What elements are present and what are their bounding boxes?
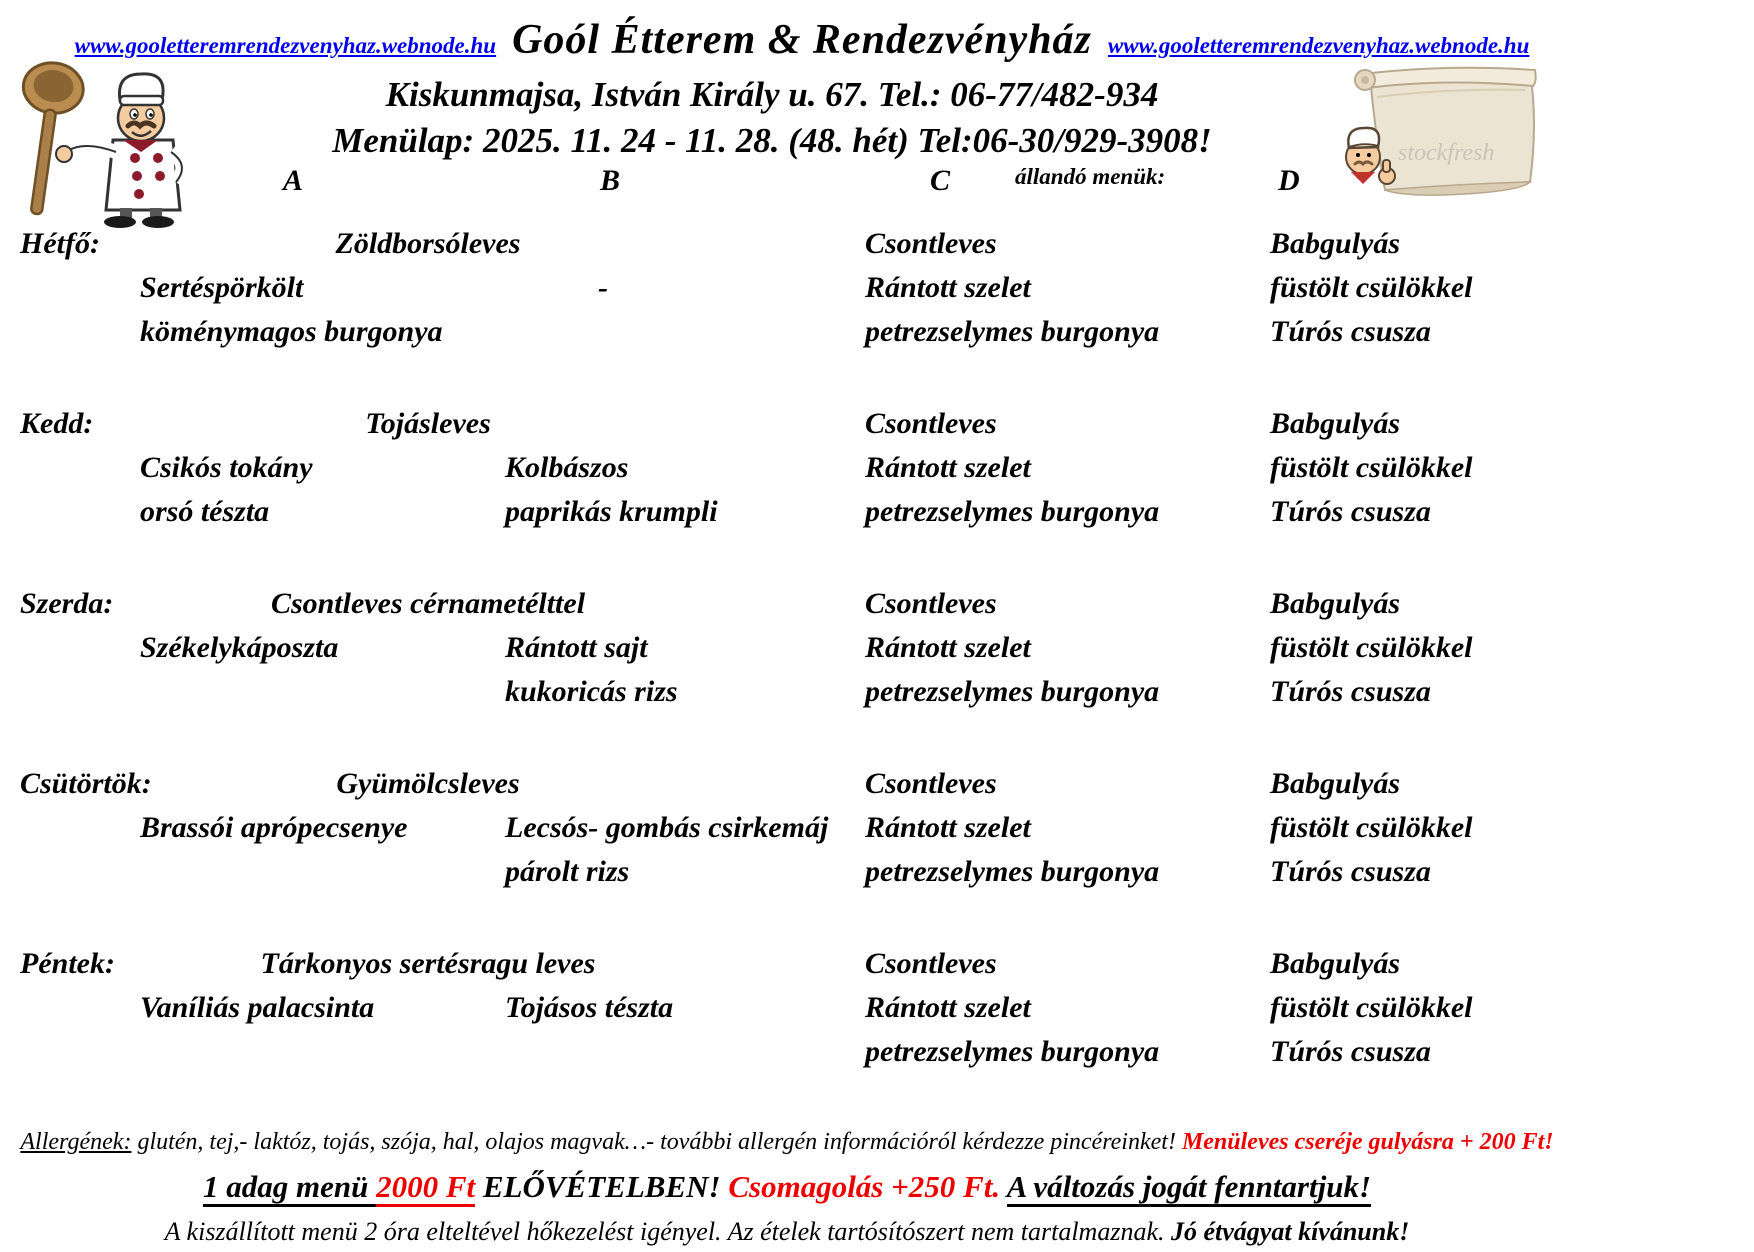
menu-c-item: Csontleves xyxy=(865,947,997,980)
menu-a-item: Sertéspörkölt xyxy=(140,271,304,304)
menu-c-item: Csontleves xyxy=(865,407,997,440)
weekly-menu xyxy=(0,222,1754,1074)
rights-note: A változás jogát fenntartjuk! xyxy=(1007,1169,1371,1207)
footer xyxy=(0,1122,1754,1252)
menu-d-item: füstölt csülökkel xyxy=(1270,631,1473,664)
menu-a-item: Brassói aprópecsenye xyxy=(140,811,408,844)
menu-b-item: Kolbászos xyxy=(505,451,629,484)
bon-appetit: Jó étvágyat kívánunk! xyxy=(1171,1217,1410,1246)
menu-d-item: Túrós csusza xyxy=(1270,495,1431,528)
menu-period-line: Menülap: 2025. 11. 24 - 11. 28. (48. hét) Tel:06-30/929-3908! xyxy=(332,121,1212,160)
menu-c-item: Csontleves xyxy=(865,587,997,620)
day-name: Szerda: xyxy=(20,587,114,620)
soup-dish: Csontleves cérnametélttel xyxy=(270,587,586,620)
day-block-thursday xyxy=(18,762,1754,894)
delivery-note: A kiszállított menü 2 óra elteltével hőkezelést igényel. Az ételek tartósítószert nem tartalmaznak. xyxy=(164,1217,1171,1246)
menu-c-item: Csontleves xyxy=(865,767,997,800)
menu-c-item: Rántott szelet xyxy=(865,271,1031,304)
allergen-line xyxy=(0,1122,1574,1162)
menu-d-item: Babgulyás xyxy=(1270,767,1401,800)
menu-d-item: Túrós csusza xyxy=(1270,855,1431,888)
menu-c-item: petrezselymes burgonya xyxy=(865,855,1160,888)
advance-purchase-note: ELŐVÉTELBEN! xyxy=(475,1169,729,1204)
restaurant-title: Goól Étterem & Rendezvényház xyxy=(512,17,1092,63)
day-block-monday xyxy=(18,222,1754,354)
menu-b-item xyxy=(503,1030,860,1074)
menu-c-item: Rántott szelet xyxy=(865,631,1031,664)
allergen-label: Allergének: xyxy=(20,1129,132,1155)
day-block-tuesday xyxy=(18,402,1754,534)
address-line: Kiskunmajsa, István Király u. 67. Tel.: 06-77/482-934 xyxy=(385,75,1159,114)
menu-c-item: Csontleves xyxy=(865,227,997,260)
menu-d-item: füstölt csülökkel xyxy=(1270,991,1473,1024)
soup-swap-note: Menüleves cseréje gulyásra + 200 Ft! xyxy=(1181,1129,1554,1155)
column-headers xyxy=(0,164,1754,210)
menu-b-item: kukoricás rizs xyxy=(505,675,678,708)
soup-dish: Tojásleves xyxy=(365,407,491,440)
column-header-d: D xyxy=(1278,164,1300,197)
column-header-b: B xyxy=(600,164,621,197)
website-link-left[interactable]: www.gooletteremrendezvenyhaz.webnode.hu xyxy=(74,33,497,58)
menu-a-item: Székelykáposzta xyxy=(140,631,339,664)
menu-c-item: Rántott szelet xyxy=(865,991,1031,1024)
menu-b-item xyxy=(503,310,860,354)
day-block-wednesday xyxy=(18,582,1754,714)
menu-d-item: Túrós csusza xyxy=(1270,1035,1431,1068)
price-value: 2000 Ft xyxy=(376,1169,475,1207)
allergen-text: glutén, tej,- laktóz, tojás, szója, hal, olajos magvak…- további allergén információról kérdezze pincéreinket! xyxy=(131,1129,1182,1155)
soup-dish: Gyümölcsleves xyxy=(336,767,520,800)
day-block-friday xyxy=(18,942,1754,1074)
website-link-right[interactable]: www.gooletteremrendezvenyhaz.webnode.hu xyxy=(1107,33,1530,58)
menu-b-item: Tojásos tészta xyxy=(505,991,674,1024)
column-header-c: C xyxy=(930,164,951,197)
menu-a-item xyxy=(138,670,503,714)
menu-d-item: füstölt csülökkel xyxy=(1270,271,1473,304)
menu-a-item: Csikós tokány xyxy=(140,451,313,484)
stock-watermark: stockfresh xyxy=(1398,140,1495,166)
price-label: 1 adag menü xyxy=(203,1169,376,1207)
menu-b-item: Lecsós- gombás csirkemáj xyxy=(505,811,829,844)
menu-c-item: Rántott szelet xyxy=(865,451,1031,484)
menu-d-item: Túrós csusza xyxy=(1270,675,1431,708)
menu-d-item: füstölt csülökkel xyxy=(1270,811,1473,844)
menu-c-item: petrezselymes burgonya xyxy=(865,315,1160,348)
menu-d-item: Túrós csusza xyxy=(1270,315,1431,348)
menu-d-item: Babgulyás xyxy=(1270,407,1401,440)
menu-c-item: petrezselymes burgonya xyxy=(865,495,1160,528)
delivery-line xyxy=(0,1212,1574,1252)
price-line xyxy=(0,1162,1574,1212)
menu-c-item: Rántott szelet xyxy=(865,811,1031,844)
menu-d-item: füstölt csülökkel xyxy=(1270,451,1473,484)
menu-b-item: paprikás krumpli xyxy=(505,495,718,528)
menu-b-item: - xyxy=(598,271,608,304)
menu-d-item: Babgulyás xyxy=(1270,587,1401,620)
menu-c-item: petrezselymes burgonya xyxy=(865,1035,1160,1068)
day-name: Péntek: xyxy=(20,947,115,980)
soup-dish: Zöldborsóleves xyxy=(335,227,521,260)
soup-dish: Tárkonyos sertésragu leves xyxy=(260,947,596,980)
header xyxy=(0,0,1754,210)
menu-a-item: Vaníliás palacsinta xyxy=(140,991,375,1024)
menu-d-item: Babgulyás xyxy=(1270,947,1401,980)
menu-a-item: köménymagos burgonya xyxy=(140,315,443,348)
menu-b-item: Rántott sajt xyxy=(505,631,648,664)
packaging-note: Csomagolás +250 Ft. xyxy=(728,1169,1007,1204)
menu-a-item: orsó tészta xyxy=(140,495,270,528)
menu-c-item: petrezselymes burgonya xyxy=(865,675,1160,708)
menu-a-item xyxy=(138,1030,503,1074)
day-name: Csütörtök: xyxy=(20,767,152,800)
day-name: Kedd: xyxy=(20,407,94,440)
fixed-menus-note: állandó menük: xyxy=(1015,164,1166,189)
day-name: Hétfő: xyxy=(20,227,100,260)
menu-b-item: párolt rizs xyxy=(505,855,630,888)
menu-a-item xyxy=(138,850,503,894)
column-header-a: A xyxy=(283,164,304,197)
menu-d-item: Babgulyás xyxy=(1270,227,1401,260)
